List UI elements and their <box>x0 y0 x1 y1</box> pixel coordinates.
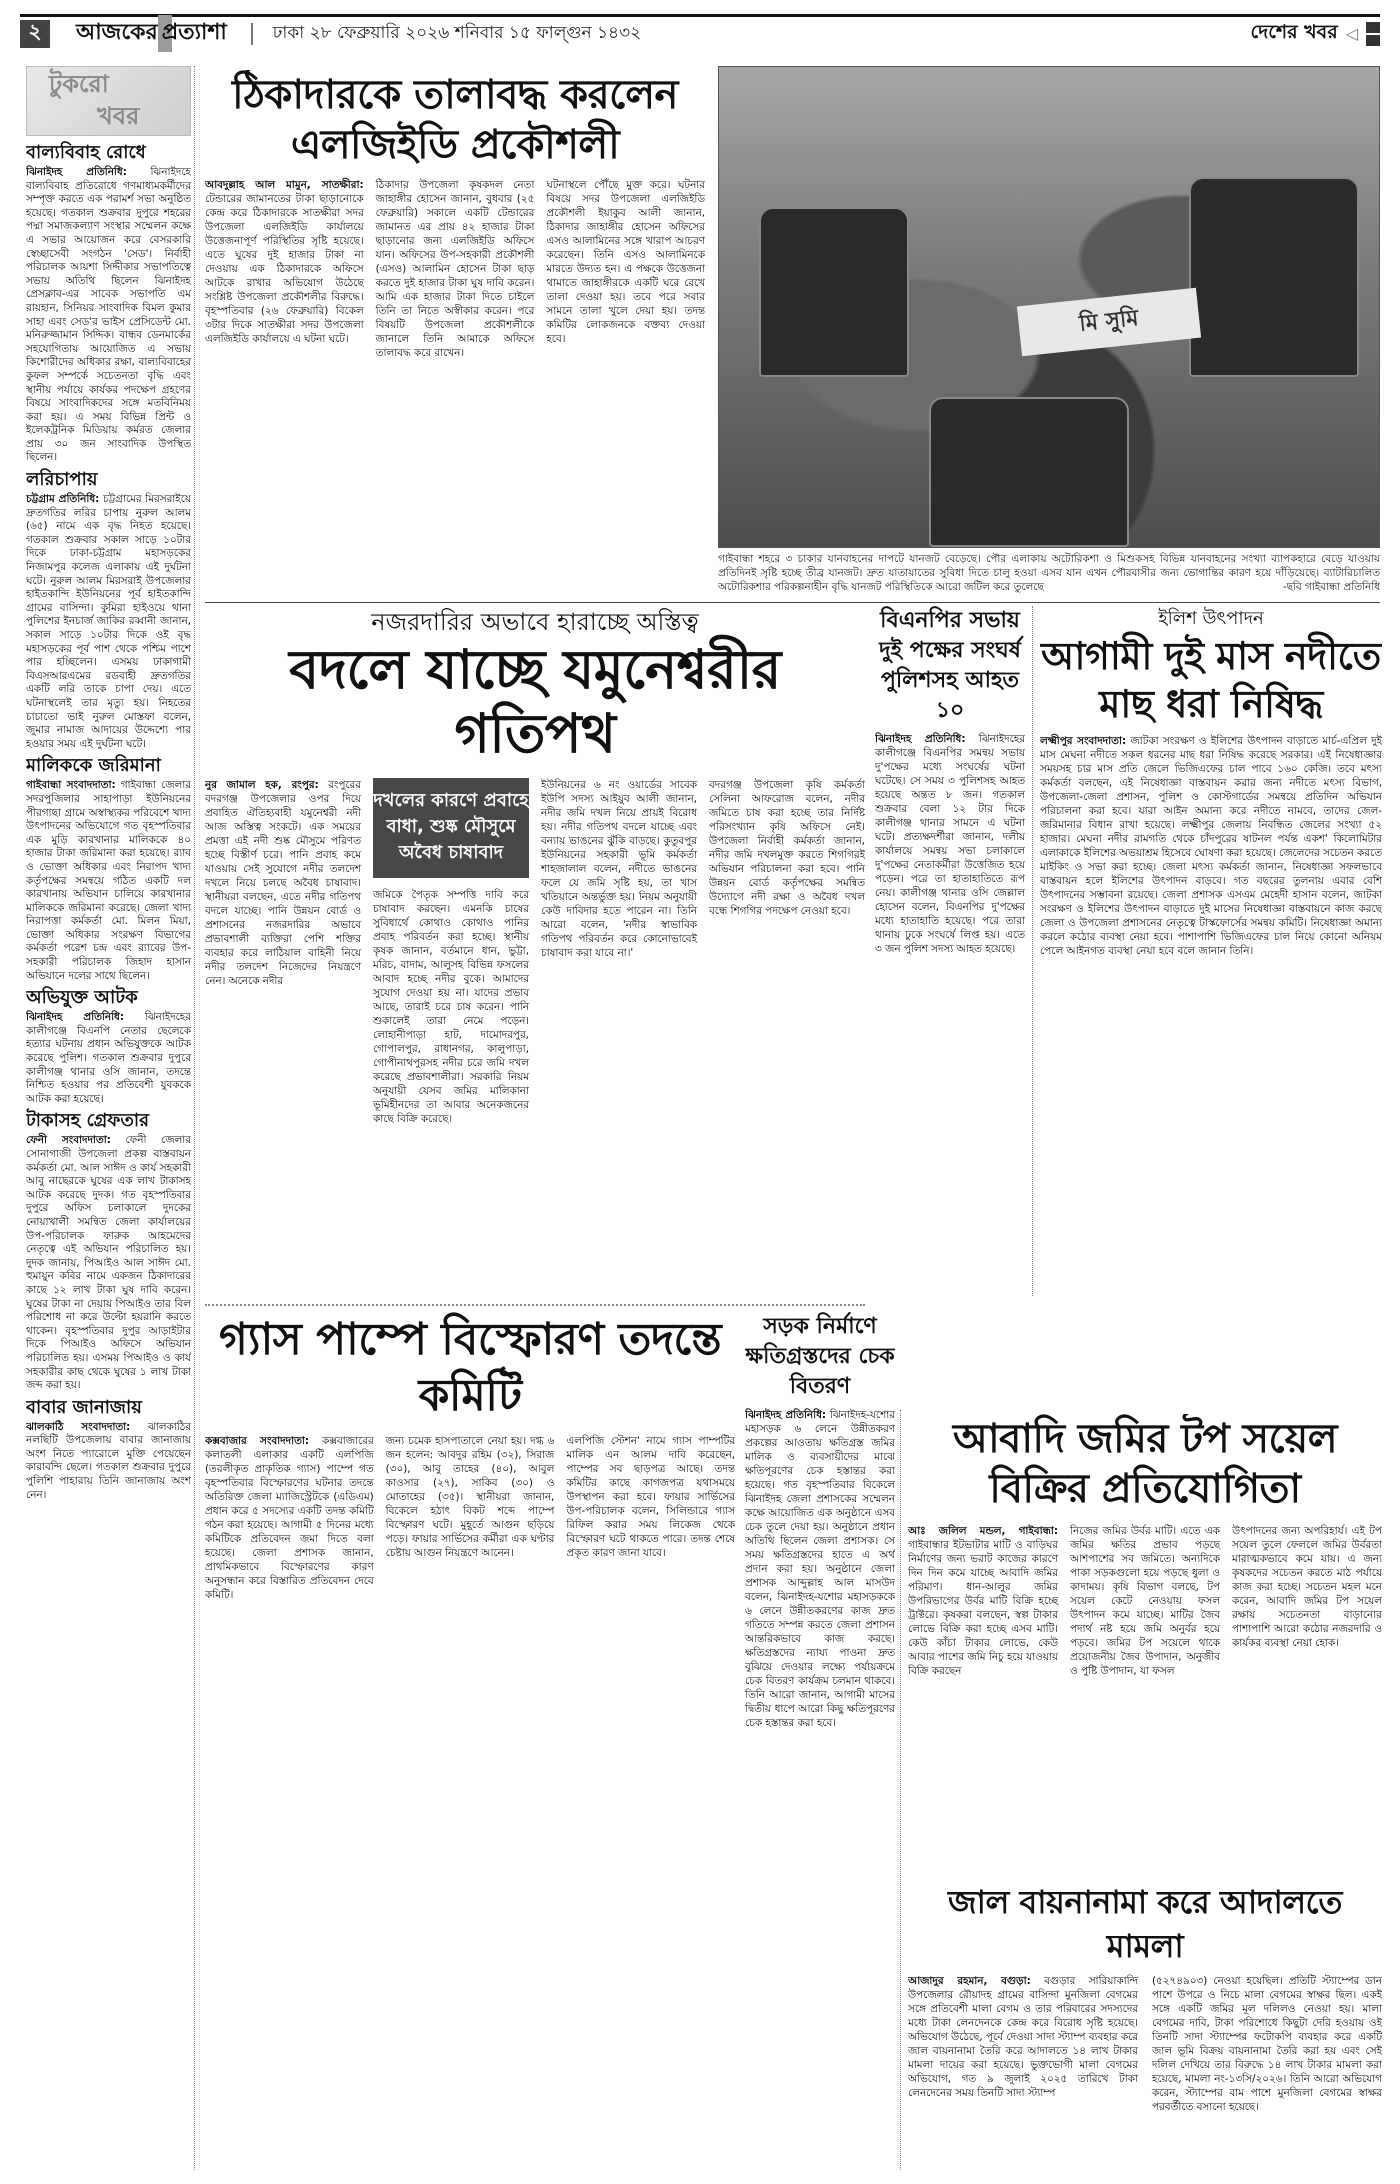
jamuneshwari-col-2-wrap <box>373 778 529 1126</box>
masthead-divider <box>251 23 253 45</box>
topsoil-headline[interactable]: আবাদি জমির টপ সয়েল বিক্রির প্রতিযোগিতা <box>952 1416 1337 1512</box>
lead-col-1 <box>205 178 364 360</box>
lead-byline: আবদুল্লাহ আল মামুন, সাতক্ষীরা: <box>205 179 364 191</box>
autorickshaw-shape <box>759 207 909 377</box>
short-news-item <box>26 987 191 1106</box>
short-news-text: চট্টগ্রামের মিরসরাইয়ে দ্রুতগতির লরির চাপায় নুরুল আলম (৬৫) নামে এক বৃদ্ধ নিহত হয়েছে। গতকাল শুক্রবার সকাল সাড়ে ১০টার দিকে ঢাকা-চট্টগ্রাম মহাসড়কের নিজামপুর কলেজ এলাকায় এই দুর্ঘটনা ঘটে। নুরুল আলম মিরসরাই উপজেলার হাইতকান্দি ইউনিয়নের পূর্ব হাইতকান্দি গ্রামের বাসিন্দা। কুমিরা হাইওয়ে থানা পুলিশের ইনচার্জ জাকির রব্বানী জানান, সকাল সাড়ে ১০টার দিকে ওই বৃদ্ধ মহাসড়কের পূর্ব পাশ থেকে পশ্চিম পাশে পার হচ্ছিলেন। এসময় ঢাকাগামী বিএসআরএমের রডবাহী দ্রুতগতির একটি লরি তাকে চাপা দেয়। এতে ঘটনাস্থলেই তার মৃত্যু হয়। নিহতের চাচাতো ভাই নুরুল মোস্তফা বলেন, জুমার নামাজ আদায়ের উদ্দেশ্যে পার হওয়ার সময় এই দুর্ঘটনা ঘটে। <box>26 493 191 750</box>
topsoil-text-1: গাইবান্ধার ইটভাটার মাটি ও বাড়িঘর নির্মাণের জন্য ভরাট কাজের কারণে দিন দিন কমে যাচ্ছে আবাদি জমির পরিমাণ। ধান-আলুর জমির উপরিভাগের উর্বর মাটি বিক্রি হচ্ছে ট্রাক্টরে। কৃষকরা বলছেন, স্বল্প টাকার লোভে বিক্রি করা হচ্ছে এসব মাটি। কেউ কাঁচা টাকার লোভে, কেউ আবার পাশের জমি নিচু হয়ে যাওয়ায় বিক্রি করছেন <box>908 1539 1058 1677</box>
topsoil-col-3: উৎপাদনের জন্য অপরিহার্য। এই টপ সয়েল তুলে ফেললে জমির উর্বরতা মারাত্মকভাবে কমে যায়। এ জন্য কৃষকদের সচেতন করতে মাঠ পর্যায়ে কাজ করা হচ্ছে। সচেতন মহল মনে করেন, আবাদি জমির টপ সয়েল রক্ষায় সচেতনতা বাড়ানোর পাশাপাশি আরো কঠোর নজরদারি ও কার্যকর ব্যবস্থা নেয়া হোক। <box>1232 1525 1382 1649</box>
topsoil-body <box>908 1524 1382 1678</box>
dateline: ঢাকা ২৮ ফেব্রুয়ারি ২০২৬ শনিবার ১৫ ফাল্গুন ১৪৩২ <box>272 22 642 43</box>
fake-deed-col-1 <box>908 1974 1138 2114</box>
short-news-byline: ঝিনাইদহ প্রতিনিধি: <box>26 166 127 178</box>
jamuneshwari-col-4: বদরগঞ্জ উপজেলা কৃষি কর্মকর্তা সেলিনা আফরোজ বলেন, নদীর জমিতে চাষ করা হচ্ছে তার নির্দিষ্ট পরিসংখ্যান কৃষি অফিসে নেই। উপজেলা নির্বাহী কর্মকর্তা জানান, নদীর জমি দখলমুক্ত করতে শিগগিরই অভিযান পরিচালনা করা হবে। পানি উন্নয়ন বোর্ড কর্তৃপক্ষের সমন্বিত উদ্যোগে নদী রক্ষা ও অবৈধ দখল বন্ধে শিগগির পদক্ষেপ নেওয়া হবে। <box>709 779 865 917</box>
section-marker-icon <box>1366 22 1380 46</box>
column-divider <box>1032 606 1033 1296</box>
bnp-byline: ঝিনাইদহ প্রতিনিধি: <box>875 733 966 745</box>
short-news-body <box>26 1011 191 1106</box>
bnp-story <box>875 606 1025 1300</box>
short-news-byline: ঝালকাঠি সংবাদদাতা: <box>26 1420 131 1433</box>
jamuneshwari-headline[interactable]: বদলে যাচ্ছে যমুনেশ্বরীর গতিপথ <box>289 638 781 765</box>
logo-text-part2: প্রত্যাশা <box>158 15 227 52</box>
short-news-text: ঝিনাইদহের কালীগঞ্জে বিএনপি নেতার ছেলেকে হত্যার ঘটনায় প্রধান অভিযুক্তকে আটক করেছে পুলিশ। গতকাল শুক্রবার দুপুরে কালীগঞ্জ থানার ওসি জানান, তদন্তে নিশ্চিত হওয়ার পর প্রতিবেশী যুবককে আটক করা হয়েছে। <box>26 1011 191 1105</box>
photo-credit: -ছবি গাইবান্ধা প্রতিনিধি <box>1282 581 1380 593</box>
jamuneshwari-kicker: নজরদারির অভাবে হারাচ্ছে অস্তিত্ব <box>371 608 699 636</box>
column-divider <box>194 66 195 2170</box>
gas-story <box>205 1312 735 2170</box>
fake-deed-text-1: বগুড়ার সারিয়াকান্দি উপজেলার রৌয়াদহ গ্রামের বাসিন্দা মুনজিলা বেগমের সঙ্গে প্রতিবেশী মালা বেগম ও তার পরিবারের সদস্যদের মধ্যে টাকা লেনদেনকে কেন্দ্র করে বিরোধ সৃষ্টি হয়েছে। অভিযোগ উঠেছে, পূর্বে দেওয়া সাদা স্ট্যাম্প ব্যবহার করে জাল বায়নানামা তৈরি করে আদালতে ১৪ লাখ টাকার মামলা দায়ের করা হয়েছে। ভুক্তভোগী মালা বেগমের অভিযোগ, গত ৯ জুলাই ২০২৫ তারিখে টাকা লেনদেনের সময় তিনটি সাদা স্ট্যাম্প <box>908 1975 1138 2099</box>
gas-col-2: জন্য চমেক হাসপাতালে নেয়া হয়। দগ্ধ ৬ জন হলেন: আবদুর রহিম (৩২), সিরাজ (৩০), আবু তাহের (৪০), আবুল কাওসার (২৭), সাকিব (৩০) ও মোতাহের (৩৫)। স্থানীয়রা জানান, বিকেলে হঠাৎ বিকট শব্দে পাম্পে বিস্ফোরণ ঘটে। মুহূর্তে আগুন ছড়িয়ে পড়ে। ফায়ার সার্ভিসের কর্মীরা এক ঘণ্টার চেষ্টায় আগুন নিয়ন্ত্রণে আনেন। <box>385 1435 555 1559</box>
jamuneshwari-col-3: ইউনিয়নের ৬ নং ওয়ার্ডের সাবেক ইউপি সদস্য আইয়ুব আলী জানান, নদীর জমি দখল নিয়ে প্রায়ই বিরোধ হয়। নদীর গতিপথ বদলে যাচ্ছে এবং বন্যায় ভাঙনের ঝুঁকি বাড়ছে। কুতুবপুর ইউনিয়নের সহকারী ভূমি কর্মকর্তা শাহজালাল বলেন, নদীতে ভাঙনের ফলে যে জমি সৃষ্টি হয়, তা খাস খতিয়ানে অন্তর্ভুক্ত হয়। নিয়ম অনুযায়ী কেউ দাবিদার হতে পারেন না। তিনি আরো বলেন, 'নদীর স্বাভাবিক গতিপথ পরিবর্তন করে কোনোভাবেই চাষাবাদ করা যাবে না।' <box>541 779 697 959</box>
photo-sign-text: মি সুমি <box>1017 288 1201 357</box>
fake-deed-body <box>908 1974 1382 2114</box>
short-news-banner <box>26 66 191 136</box>
topsoil-story <box>908 1414 1382 1874</box>
topsoil-col-2: নিজের জমির উর্বর মাটি। এতে এক জমির ক্ষতির প্রভাব পড়ছে আশপাশের সব জমিতে। অন্যদিকে পাকা সড়কগুলো হয়ে পড়ছে ধুলা ও কাদাময়। কৃষি বিভাগ বলছে, টপ সয়েল কেটে নেওয়ায় ফসল উৎপাদন কমে যাচ্ছে। মাটির জৈব পদার্থ নষ্ট হয়ে জমি অনুর্বর হয়ে পড়বে। জমির টপ সয়েলে থাকে প্রয়োজনীয় জৈব উপাদান, অনুজীব ও পুষ্টি উপাদান, যা ফসল <box>1070 1525 1220 1677</box>
triangle-left-icon: ◁ <box>1345 24 1358 43</box>
ilish-byline: লক্ষ্মীপুর সংবাদদাতা: <box>1040 735 1127 747</box>
photo-caption <box>718 552 1380 594</box>
gas-headline[interactable]: গ্যাস পাম্পে বিস্ফোরণ তদন্তে কমিটি <box>218 1314 722 1421</box>
lead-body <box>205 178 705 360</box>
lead-col-3: ঘটনাস্থলে পৌঁছে মুক্ত করে। ঘটনার বিষয়ে সদর উপজেলা এলজিইডি প্রকৌশলী ইয়াকুব আলী জানান, ঠিকাদার জাহাঙ্গীর হোসেন অফিসের এসও আলামিনের সঙ্গে খারাপ আচরণ করেছেন। তিনি এসও আলামিনকে মারতে উদ্যত হন। এ পক্ষকে উত্তেজনা থামাতে জাহাঙ্গীরকে একটি ঘরে রেখে তালা দেওয়া হয়। তবে পরে সবার সামনে তালা খুলে দেয়া হয়। তদন্ত কমিটির লোকজনকে বক্তব্য দেওয়া হবে। <box>546 179 705 345</box>
lead-headline[interactable]: ঠিকাদারকে তালাবদ্ধ করলেন এলজিইডি প্রকৌশলী <box>232 72 678 168</box>
jamuneshwari-body <box>205 778 865 1126</box>
short-news-body <box>26 779 191 983</box>
section-rule-dotted <box>205 1304 865 1306</box>
short-news-headline[interactable]: লরিচাপায় <box>26 469 98 491</box>
pull-quote-slot <box>373 778 529 888</box>
topsoil-col-1 <box>908 1524 1058 1678</box>
bnp-headline[interactable]: বিএনপির সভায় দুই পক্ষের সংঘর্ষ পুলিশসহ আহত ১০ <box>879 608 1021 723</box>
short-news-byline: ঝিনাইদহ প্রতিনিধি: <box>26 1011 125 1024</box>
ilish-kicker: ইলিশ উৎপাদন <box>1158 608 1264 629</box>
short-news-item <box>26 1110 191 1392</box>
pull-quote-box: দখলের কারণে প্রবাহে বাধা, শুষ্ক মৌসুমে অবৈধ চাষাবাদ <box>373 778 529 878</box>
bnp-body <box>875 732 1025 956</box>
section-label <box>1251 18 1380 50</box>
jamuneshwari-text-1: রংপুরের বদরগঞ্জ উপজেলার ওপর দিয়ে প্রবাহিত ঐতিহ্যবাহী যমুনেশ্বরী নদী আজ অস্তিত্ব সংকটে। এক সময়ের প্রমত্তা এই নদী শুষ্ক মৌসুমে পরিণত হচ্ছে বিস্তীর্ণ চরে। পানি প্রবাহ কমে যাওয়ায় সেই সুযোগে নদীর তলদেশ দখলে নিয়ে চলছে অবৈধ চাষাবাদ। স্থানীয়রা বলছেন, এতে নদীর গতিপথ বদলে যাচ্ছে। পানি উন্নয়ন বোর্ড ও প্রশাসনের নজরদারির অভাবে প্রভাবশালী ব্যক্তিরা পেশি শক্তির ব্যবহার করে লাঠিয়াল বাহিনী নিয়ে নদীর তলদেশ নিজেদের নিয়ন্ত্রণে নেন। অনেকে নদীর <box>205 779 361 987</box>
ilish-body <box>1040 734 1382 958</box>
short-news-item <box>26 1397 191 1503</box>
short-news-item <box>26 469 191 751</box>
fake-deed-byline: আজাদুর রহমান, বগুড়া: <box>908 1975 1031 1987</box>
short-news-item <box>26 142 191 465</box>
lead-col-2: ঠিকাদার উপজেলা কৃষকদল নেতা জাহাঙ্গীর হোসেন জানান, বুধবার (২৫ ফেব্রুয়ারি) সকালে একটি টেন্ডারের জামানত এর প্রায় ৪২ হাজার টাকা ছাড়ানোর জন্য এলজিইডি অফিসে যান। অফিসের উপ-সহকারী প্রকৌশলী (এসও) আলামিন হোসেন টাকা ছাড় করতে দুই হাজার টাকা ঘুষ দাবি করেন। আমি এক হাজার টাকা দিতে চাইলে তিনি তা নিতে অস্বীকার করেন। পরে বিষয়টি উপজেলা প্রকৌশলীকে জানালে তিনি আমাকে অফিসে তালাবদ্ধ করে রাখেন। <box>375 179 535 359</box>
road-body <box>745 1408 895 1730</box>
fake-deed-story <box>908 1880 1382 2172</box>
short-news-text: ঝিনাইদহে বাল্যবিবাহ প্রতিরোধে গণমাধ্যমকর্মীদের সম্পৃক্ত করতে এক পরামর্শ সভা অনুষ্ঠিত হয়েছে। গতকাল শুক্রবার দুপুরে শহরের পদ্মা সমাজকল্যাণ সংস্থার সম্মেলন কক্ষে এ সভার আয়োজন করে বেসরকারি স্বেচ্ছাসেবী সংগঠন 'সেড'। নির্বাহী পরিচালক আয়শা সিদ্দীকার সভাপতিত্বে সভায় অতিথি ছিলেন ঝিনাইদহ প্রেসক্লাব-এর সাবেক সভাপতি এম রায়হান, সিনিয়র সাংবাদিক বিমল কুমার সাহা এবং সেড'র ভাইস প্রেসিডেন্ট মো. মনিরুজ্জামান সিদ্দিক। বান্ধব ডেনমার্কের সহযোগিতায় আয়োজিত এ সভায় কিশোরীদের অধিকার রক্ষা, বাল্যবিবাহের কুফল সম্পর্কে সচেতনতা বৃদ্ধি এবং স্থানীয় পর্যায়ে কার্যকর পদক্ষেপ গ্রহণের বিষয়ে সাংবাদিকদের সঙ্গে মতবিনিময় করা হয়। এ সময় বিভিন্ন প্রিন্ট ও ইলেকট্রনিক মিডিয়ায় কর্মরত জেলার প্রায় ৩০ জন সাংবাদিক উপস্থিত ছিলেন। <box>26 166 191 464</box>
jamuneshwari-col-1 <box>205 778 361 1126</box>
short-news-text: গাইবান্ধা জেলার সদরপুজিলার সাহাপাড়া ইউনিয়নের পীরগাছা গ্রামে অস্বাস্থ্যকর পরিবেশে খাদ্য উৎপাদনের অভিযোগে গত বৃহস্পতিবার এক মুড়ি কারখানার মালিককে ৪০ হাজার টাকা জরিমানা করা হয়েছে। র‌্যাব ও ভোক্তা অধিকার এবং নিরাপদ খাদ্য কর্তৃপক্ষের সমন্বয়ে গঠিত একটি দল কারখানায় অভিযান চালিয়ে কারখানার মালিককে জরিমানা করেছে। জেলা খাদ্য নিরাপত্তা কর্মকর্তা মো. মিলন মিয়া, ভোক্তা অধিকার সংরক্ষণ বিভাগের কর্মকর্তা পরেশ চন্দ্র এবং র‌্যাবের উপ-সহকারী পরিচালক জিহাদ হাসান অভিযানে দলের সাথে ছিলেন। <box>26 779 191 982</box>
gas-col-3: এলপিজি স্টেশন' নামে গ্যাস পাম্পটির মালিক এন আলম দাবি করেছেন, পাম্পের সব ছাড়পত্র আছে। তদন্ত কমিটির কাছে কাগজপত্র যথাসময়ে উপস্থাপন করা হবে। ফায়ার সার্ভিসের উপ-পরিচালক বলেন, সিলিন্ডারে গ্যাস রিফিল করার সময় লিকেজ থেকে বিস্ফোরণ ঘটে থাকতে পারে। তদন্ত শেষে প্রকৃত কারণ জানা যাবে। <box>566 1435 735 1559</box>
autorickshaw-shape <box>929 397 1129 547</box>
short-news-text: ঝালকাঠির নলছিটি উপজেলায় বাবার জানাজায় অংশ নিতে প্যারোলে মুক্তি পেয়েছেন কারাবন্দি ছেলে। গতকাল শুক্রবার দুপুরে পুলিশি পাহারায় তিনি জানাজায় অংশ নেন। <box>26 1420 191 1501</box>
road-byline: ঝিনাইদহ প্রতিনিধি: <box>745 1409 827 1421</box>
ilish-story <box>1040 606 1382 1406</box>
short-news-body <box>26 1421 191 1503</box>
fake-deed-col-2: (৫২৭৪৯০৩) নেওয়া হয়েছিল। প্রতিটি স্ট্যাম্পের ডান পাশে উপরে ও নিচে মালা বেগমের স্বাক্ষর ছিল। একই সঙ্গে একটি জমির মূল দলিলও নেওয়া হয়। মালা বেগমের দাবি, টাকা পরিশোধে কিছুটা দেরি হওয়ায় ওই তিনটি সাদা স্ট্যাম্পের ফটোকপি ব্যবহার করে একটি জাল ভূমি বিক্রয় বায়নানামা তৈরি করা হয় এবং সেই দলিল দেখিয়ে তার বিরুদ্ধে ১৪ লাখ টাকার মামলা করা হয়েছে, মামলা নং-১৩সি/২০২৬। তিনি আরো অভিযোগ করেন, স্ট্যাম্পের বাম পাশে মুনজিলা বেগমের স্বাক্ষর পরবর্তীতে বসানো হয়েছে। <box>1152 1975 1382 2113</box>
short-news-byline: ফেনী সংবাদদাতা: <box>26 1134 111 1147</box>
short-news-headline[interactable]: টাকাসহ গ্রেফতার <box>26 1110 150 1132</box>
short-news-column <box>26 66 191 2170</box>
short-news-headline[interactable]: অভিযুক্ত আটক <box>26 987 138 1009</box>
short-news-headline[interactable]: মালিককে জরিমানা <box>26 755 161 777</box>
road-compensation-story <box>745 1312 895 2170</box>
short-news-byline: গাইবান্ধা সংবাদদাতা: <box>26 779 116 792</box>
logo-text-part1: আজকের <box>76 20 158 45</box>
gas-text-1: কক্সবাজারের কলাতলী এলাকার একটি এলপিজি (তরলীকৃত প্রাকৃতিক গ্যাস) পাম্পে গত বৃহস্পতিবার বিস্ফোরণের ঘটনার তদন্তে অতিরিক্ত জেলা ম্যাজিস্ট্রেটকে (এডিএম) প্রধান করে ৫ সদস্যের একটি তদন্ত কমিটি গঠন করা হয়েছে। আগামী ৫ দিনের মধ্যে কমিটিকে প্রতিবেদন জমা দিতে বলা হয়েছে। জেলা প্রশাসক জানান, প্রাথমিকভাবে বিস্ফোরণের কারণ অনুসন্ধান করে বিস্তারিত প্রতিবেদন দেবে কমিটি। <box>205 1435 374 1601</box>
banner-text-line2: খবর <box>97 102 140 130</box>
ilish-text: জাটকা সংরক্ষণ ও ইলিশের উৎপাদন বাড়াতে মার্চ-এপ্রিল দুই মাস মেঘনা নদীতে সকল ধরনের মাছ ধরা নিষিদ্ধ করেছে সরকার। এই নিষেধাজ্ঞার সময়সহ চার মাস প্রতি জেলে ভিজিএফের চাল পাবে ১৬০ কেজি। তবে মৎস্য কর্মকর্তা বলছেন, এই নিষেধাজ্ঞা বাস্তবায়ন করার জন্য নদীতে মৎস্য বিভাগ, উপজেলা-জেলা প্রশাসন, পুলিশ ও কোস্টগার্ডের সমন্বয়ে প্রতিদিন অভিযান পরিচালনা করা হবে। যারা আইন অমান্য করে নদীতে নামবে, তাদের জেল-জরিমানার বিধান রাখা হয়েছে। লক্ষ্মীপুর জেলায় নিবন্ধিত জেলের সংখ্যা ৫২ হাজার। মেঘনা নদীর রামগতি থেকে চাঁদপুরের ষাটনল পর্যন্ত একশ' কিলোমিটার এলাকাকে ইলিশের অভয়াশ্রম হিসেবে ঘোষণা করা হয়েছে। জেলেদের সচেতন করতে মাইকিং ও সভা করা হচ্ছে। জেলা মৎস্য কর্মকর্তা জানান, নিষেধাজ্ঞা সফলভাবে বাস্তবায়ন হলে ইলিশের উৎপাদন বাড়বে। গত বছরের তুলনায় এবার বেশি উৎপাদনের সম্ভাবনা রয়েছে। জেলা প্রশাসক এসএম মেহেদী হাসান বলেন, জাটকা সংরক্ষণ ও ইলিশের উৎপাদন বাড়াতে দুই মাসের নিষেধাজ্ঞা বাস্তবায়নে কাজ করছে জেলা ও উপজেলা প্রশাসনের নেতৃত্বে টাস্কফোর্সের সমন্বয় কমিটি। নিষেধাজ্ঞা অমান্য করলে কঠোর ব্যবস্থা নেয়া হবে। পাশাপাশি ভিজিএফের চাল নিয়ে কোনো অনিয়ম পেলে আইনগত ব্যবস্থা নেয়া হবে বলে জানান তিনি। <box>1040 735 1382 957</box>
short-news-byline: চট্টগ্রাম প্রতিনিধি: <box>26 493 100 506</box>
road-text: ঝিনাইদহ-যশোর মহাসড়ক ৬ লেনে উন্নীতকরণ প্রকল্পের আওতায় ক্ষতিগ্রস্ত জমির মালিক ও ব্যবসায়ীদের মাঝে ক্ষতিপূরণের চেক হস্তান্তর করা হয়েছে। গত বৃহস্পতিবার বিকেলে ঝিনাইদহ জেলা প্রশাসকের সম্মেলন কক্ষে আয়োজিত এক অনুষ্ঠানে এসব চেক তুলে দেয়া হয়। অনুষ্ঠানে প্রধান অতিথি ছিলেন জেলা প্রশাসক। সে সময় ক্ষতিগ্রস্তদের হাতে এ অর্থ প্রদান করা হয়। অনুষ্ঠানে জেলা প্রশাসক আব্দুল্লাহ আল মাসউদ বলেন, ঝিনাইদহ-যশোর মহাসড়ককে ৬ লেনে উন্নীতকরণের কাজ দ্রুত গতিতে সম্পন্ন করতে জেলা প্রশাসন আন্তরিকভাবে কাজ করছে। ক্ষতিগ্রস্তদের ন্যায্য পাওনা দ্রুত বুঝিয়ে দেওয়ার লক্ষ্যে পর্যায়ক্রমে চেক বিতরণ কার্যক্রম চলমান থাকবে। তিনি আরো জানান, আগামী মাসের দ্বিতীয় ধাপে আরো কিছু ক্ষতিপূরণের চেক হস্তান্তর করা হবে। <box>745 1409 895 1729</box>
topsoil-byline: আঃ জলিল মন্ডল, গাইবান্ধা: <box>908 1525 1058 1537</box>
masthead <box>20 14 1380 50</box>
short-news-body <box>26 166 191 465</box>
jamuneshwari-byline: নুর জামাল হক, রংপুর: <box>205 779 319 791</box>
news-photo[interactable] <box>718 66 1380 548</box>
lead-text-1: টেন্ডারের জামানতের টাকা ছাড়ানোকে কেন্দ্র করে ঠিকাদারকে সাতক্ষীরা সদর উপজেলা এলজিইডি কার্যালয়ে উত্তেজনাপূর্ণ পরিস্থিতির সৃষ্টি হয়েছে। এতে ঘুষের দুই হাজার টাকা না দেওয়ায় এক ঠিকাদারকে অফিসে আটকে রাখার অভিযোগ উঠেছে সংশ্লিষ্ট উপজেলা প্রকৌশলীর বিরুদ্ধে। বৃহস্পতিবার (২৬ ফেব্রুয়ারি) বিকেল ৩টার দিকে সাতক্ষীরা সদর উপজেলা এলজিইডি কার্যালয়ে এ ঘটনা ঘটে। <box>205 193 364 345</box>
column-divider <box>900 1410 901 2170</box>
jamuneshwari-story <box>205 606 865 1300</box>
short-news-text: ফেনী জেলার সোনাগাজী উপজেলা প্রকল্প বাস্তবায়ন কর্মকর্তা মো. আল সাঈদ ও কার্য সহকারী আবু নাছেরকে ঘুষের এক লাখ টাকাসহ আটক করেছে দুদক। গত বৃহস্পতিবার দুপুরে অফিস চলাকালে দুদকের নোয়াখালী সমন্বিত জেলা কার্যালয়ের উপ-পরিচালক ফারুক আহমেদের নেতৃত্বে এই অভিযান পরিচালিত হয়। দুদক জানায়, পিআইও আল সাঈদ মো. হুমায়ুন কবির নামে একজন ঠিকাদারের কাছে ১২ লাখ টাকা ঘুষ দাবি করেন। ঘুষের টাকা না দেয়ায় পিআইও তার বিল পরিশোধ না করে উল্টো হয়রানি করতে থাকেন। বৃহস্পতিবার দুপুর আড়াইটার দিকে পিআইও অফিসে অভিযান পরিচালিত হয়। এসময় পিআইও ও কার্য সহকারীর কাছ থেকে ঘুষের ১ লাখ টাকা জব্দ করা হয়। <box>26 1134 191 1392</box>
gas-byline: কক্সবাজার সংবাদদাতা: <box>205 1435 310 1447</box>
section-title: দেশের খবর <box>1250 20 1338 43</box>
lead-story <box>205 70 705 595</box>
autorickshaw-shape <box>1189 177 1359 377</box>
caption-text: গাইবান্ধা শহরে ৩ চাকার যানবাহনের দাপটে যানজট বেড়েছে। পৌর এলাকায় অটোরিকশা ও মিশুকসহ বিভিন্ন যানবাহনের সংখ্যা ব্যাপকহারে বেড়ে যাওয়ায় প্রতিদিনই সৃষ্টি হচ্ছে তীব্র যানজট। দ্রুত যাতায়াতের সুবিধা দিতে চালু হওয়া এসব যান এখন পৌরবাসীর জন্য ভোগান্তির কারণ হয়ে দাঁড়িয়েছে। ব্যাটারিচালিত অটোরিকশার পরিকল্পনাহীন বৃদ্ধি যানজট পরিস্থিতিকে আরো জটিল করে তুলেছে <box>718 553 1380 593</box>
jamuneshwari-col-2: জমিকে পৈতৃক সম্পত্তি দাবি করে চাষাবাদ করছেন। এমনকি চাষের সুবিধার্থে কোথাও কোথাও পানির প্রবাহ পরিবর্তন করা হচ্ছে। স্থানীয় কৃষক জানান, বর্তমানে ধান, ভুট্টা, মরিচ, বাদাম, আলুসহ বিভিন্ন ফসলের আবাদ হচ্ছে নদীর বুকে। আমাদের সুযোগ দেওয়া হয় না। যাদের প্রভাব আছে, তারাই চরে চাষ করেন। পানি শুকালেই তারা নেমে পড়েন। লোহানীপাড়া হাট, দামোদরপুর, গোপালপুর, রাধানগর, কালুপাড়া, গোপীনাথপুরসহ নদীর চরে জমি দখল করেছে প্রভাবশালীরা। সরকারি নিয়ম অনুযায়ী যেসব জমির মালিকানা ভূমিহীনদের তা আবার অনেকজনের কাছে বিক্রি করেছে। <box>373 889 529 1125</box>
page-number: ২ <box>20 20 50 48</box>
newspaper-logo[interactable] <box>76 15 227 52</box>
road-headline[interactable]: সড়ক নির্মাণে ক্ষতিগ্রস্তদের চেক বিতরণ <box>745 1314 895 1399</box>
gas-col-1 <box>205 1434 374 1602</box>
short-news-body <box>26 1134 191 1392</box>
ilish-headline[interactable]: আগামী দুই মাস নদীতে মাছ ধরা নিষিদ্ধ <box>1041 634 1381 726</box>
fake-deed-headline[interactable]: জাল বায়নানামা করে আদালতে মামলা <box>948 1883 1342 1965</box>
short-news-item <box>26 755 191 983</box>
section-rule <box>205 602 1380 603</box>
short-news-headline[interactable]: বাল্যবিবাহ রোধে <box>26 142 146 163</box>
short-news-list <box>26 142 191 1502</box>
bnp-text: ঝিনাইদহের কালীগঞ্জে বিএনপির সমন্বয় সভায় দু'পক্ষের মধ্যে সংঘর্ষের ঘটনা ঘটেছে। সে সময় ৩ পুলিশসহ আহত হয়েছে অন্তত ৮ জন। গতকাল শুক্রবার বেলা ১২ টার দিকে কালীগঞ্জ থানার সামনে এ ঘটনা ঘটে। প্রত্যক্ষদর্শীরা জানান, দলীয় কার্যালয়ে সমন্বয় সভা চলাকালে দু'পক্ষের নেতাকর্মীরা উত্তেজিত হয়ে পড়েন। পরে তা হাতাহাতিতে রূপ নেয়। কালীগঞ্জ থানার ওসি জেল্লাল হোসেন বলেন, বিএনপির দু'পক্ষের মধ্যে হাতাহাতি হয়েছে। পরে তারা থানায় ঢুকে সংঘর্ষে লিপ্ত হয়। এতে ৩ জন পুলিশ সদস্য আহত হয়েছে। <box>875 733 1025 955</box>
short-news-body <box>26 493 191 751</box>
banner-text-line1: টুকরো <box>49 70 109 98</box>
short-news-headline[interactable]: বাবার জানাজায় <box>26 1396 142 1418</box>
gas-body <box>205 1434 735 1602</box>
